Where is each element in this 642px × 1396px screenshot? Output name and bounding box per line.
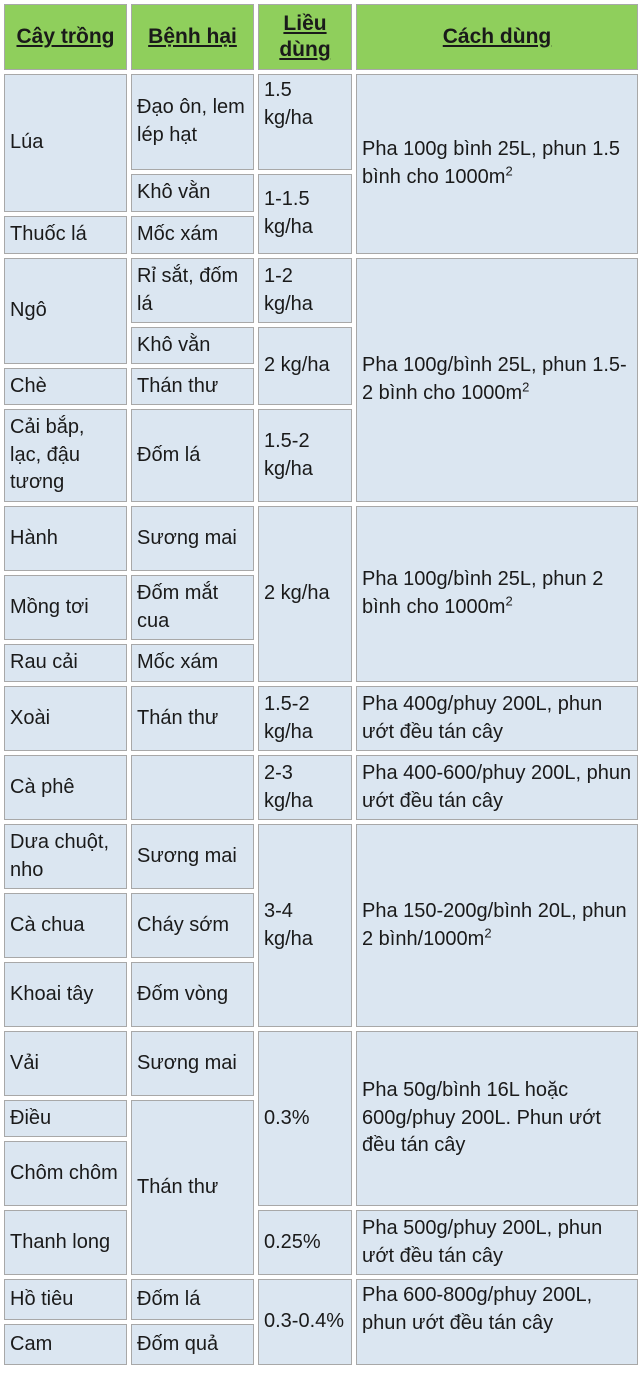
table-row <box>4 506 638 571</box>
crop-cell: Cà phê <box>4 755 127 820</box>
crop-cell: Mồng tơi <box>4 575 127 640</box>
dose-cell: 1.5-2 kg/ha <box>258 409 352 502</box>
crop-cell: Cam <box>4 1324 127 1365</box>
crop-cell: Hồ tiêu <box>4 1279 127 1320</box>
usage-cell: Pha 50g/bình 16L hoặc 600g/phuy 200L. Phun ướt đều tán cây <box>356 1031 638 1206</box>
disease-cell: Thán thư <box>131 1100 254 1275</box>
crop-cell: Thuốc lá <box>4 216 127 254</box>
crop-cell: Dưa chuột, nho <box>4 824 127 889</box>
usage-cell: Pha 400-600/phuy 200L, phun ướt đều tán cây <box>356 755 638 820</box>
header-row <box>4 4 638 70</box>
header-cach-dung: Cách dùng <box>356 4 638 70</box>
disease-cell: Khô vằn <box>131 174 254 212</box>
dose-cell: 1.5-2 kg/ha <box>258 686 352 751</box>
usage-cell: Pha 600-800g/phuy 200L, phun ướt đều tán cây <box>356 1279 638 1365</box>
crop-cell: Điều <box>4 1100 127 1137</box>
dose-cell: 2 kg/ha <box>258 506 352 682</box>
disease-cell: Mốc xám <box>131 644 254 682</box>
disease-cell: Rỉ sắt, đốm lá <box>131 258 254 323</box>
crop-cell: Vải <box>4 1031 127 1096</box>
usage-cell <box>356 258 638 502</box>
disease-cell: Đốm lá <box>131 1279 254 1320</box>
superscript: 2 <box>484 924 492 940</box>
header-cay-trong: Cây trồng <box>4 4 127 70</box>
disease-cell: Đốm vòng <box>131 962 254 1027</box>
dose-cell: 3-4 kg/ha <box>258 824 352 1027</box>
crop-cell: Khoai tây <box>4 962 127 1027</box>
dose-cell: 2 kg/ha <box>258 327 352 405</box>
crop-cell: Hành <box>4 506 127 571</box>
disease-cell: Khô vằn <box>131 327 254 364</box>
disease-cell: Đốm mắt cua <box>131 575 254 640</box>
crop-cell: Chè <box>4 368 127 405</box>
table-row <box>4 1210 638 1275</box>
usage-text: Pha 150-200g/bình 20L, phun 2 bình/1000m <box>362 899 627 950</box>
usage-text: Pha 100g/bình 25L, phun 1.5-2 bình cho 1000m <box>362 354 627 404</box>
crop-cell: Rau cải <box>4 644 127 682</box>
usage-text: Pha 100g/bình 25L, phun 2 bình cho 1000m <box>362 568 604 618</box>
dose-cell: 1.5 kg/ha <box>258 74 352 170</box>
superscript: 2 <box>522 379 530 395</box>
table-row <box>4 824 638 889</box>
usage-cell <box>356 74 638 254</box>
disease-cell <box>131 755 254 820</box>
table-row <box>4 686 638 751</box>
disease-cell: Đốm lá <box>131 409 254 502</box>
usage-cell <box>356 824 638 1027</box>
dose-cell: 0.3% <box>258 1031 352 1206</box>
disease-cell: Cháy sớm <box>131 893 254 958</box>
crop-cell: Ngô <box>4 258 127 364</box>
table-row <box>4 258 638 323</box>
table-row <box>4 1279 638 1320</box>
dose-cell: 0.25% <box>258 1210 352 1275</box>
crop-cell: Cà chua <box>4 893 127 958</box>
header-lieu-dung: Liều dùng <box>258 4 352 70</box>
usage-cell: Pha 500g/phuy 200L, phun ướt đều tán cây <box>356 1210 638 1275</box>
usage-cell <box>356 506 638 682</box>
crop-cell: Lúa <box>4 74 127 212</box>
crop-cell: Xoài <box>4 686 127 751</box>
dose-cell: 0.3-0.4% <box>258 1279 352 1365</box>
table-row <box>4 755 638 820</box>
disease-cell: Sương mai <box>131 824 254 889</box>
dose-cell: 1-2 kg/ha <box>258 258 352 323</box>
crop-cell: Chôm chôm <box>4 1141 127 1206</box>
superscript: 2 <box>505 163 513 179</box>
disease-cell: Mốc xám <box>131 216 254 254</box>
disease-cell: Đốm quả <box>131 1324 254 1365</box>
disease-cell: Sương mai <box>131 506 254 571</box>
dose-cell: 2-3 kg/ha <box>258 755 352 820</box>
disease-cell: Thán thư <box>131 368 254 405</box>
usage-cell: Pha 400g/phuy 200L, phun ướt đều tán cây <box>356 686 638 751</box>
dose-cell: 1-1.5 kg/ha <box>258 174 352 254</box>
usage-text: Pha 100g bình 25L, phun 1.5 bình cho 1000m <box>362 138 621 188</box>
table-row <box>4 1031 638 1096</box>
disease-cell: Sương mai <box>131 1031 254 1096</box>
superscript: 2 <box>505 593 513 609</box>
header-benh-hai: Bệnh hại <box>131 4 254 70</box>
crop-cell: Thanh long <box>4 1210 127 1275</box>
table-row <box>4 74 638 170</box>
disease-cell: Đạo ôn, lem lép hạt <box>131 74 254 170</box>
disease-cell: Thán thư <box>131 686 254 751</box>
crop-cell: Cải bắp, lạc, đậu tương <box>4 409 127 502</box>
